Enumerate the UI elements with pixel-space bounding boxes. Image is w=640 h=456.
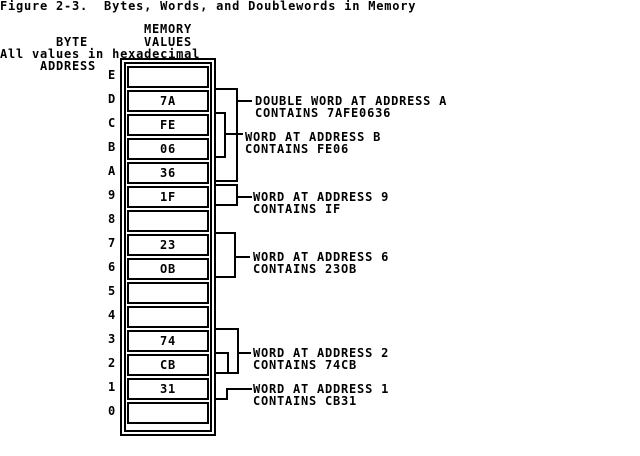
- memory-cell-value: FE: [159, 118, 176, 132]
- address-label: 6: [107, 260, 116, 274]
- address-label: A: [107, 164, 116, 178]
- bracket-line: [214, 276, 236, 278]
- bracket-line: [214, 398, 228, 400]
- memory-cell: [127, 282, 209, 304]
- bracket-line: [214, 156, 226, 158]
- bracket-line: [236, 184, 238, 206]
- annotation-word-b: [245, 131, 381, 155]
- memory-cell: [127, 354, 209, 376]
- bracket-tick: [238, 100, 252, 102]
- annotation-word-6: [253, 251, 389, 275]
- annotation-line: WORD AT ADDRESS 6: [253, 250, 390, 264]
- memory-cell: [127, 330, 209, 352]
- annotation-line: CONTAINS 23OB: [253, 262, 358, 276]
- memory-cell: [127, 402, 209, 424]
- memory-header-label: MEMORY: [144, 22, 193, 36]
- address-label: C: [107, 116, 116, 130]
- address-label: 7: [107, 236, 116, 250]
- memory-cell-value: 06: [159, 142, 176, 156]
- bracket-tick: [238, 196, 252, 198]
- memory-cell: [127, 66, 209, 88]
- values-header-label: VALUES: [144, 35, 193, 49]
- bracket-tick: [236, 256, 250, 258]
- byte-header-label: BYTE: [56, 35, 89, 49]
- address-label: 9: [107, 188, 116, 202]
- bracket-line: [214, 184, 238, 186]
- bracket-line: [214, 204, 238, 206]
- memory-cell: [127, 378, 209, 400]
- annotation-line: CONTAINS CB31: [253, 394, 358, 408]
- annotation-line: CONTAINS 74CB: [253, 358, 358, 372]
- address-label: D: [107, 92, 116, 106]
- memory-cell: [127, 210, 209, 232]
- annotation-line: WORD AT ADDRESS 1: [253, 382, 390, 396]
- bracket-tick: [228, 388, 252, 390]
- memory-cell-value: OB: [159, 262, 176, 276]
- annotation-line: DOUBLE WORD AT ADDRESS A: [255, 94, 448, 108]
- annotation-line: CONTAINS 7AFE0636: [255, 106, 392, 120]
- annotation-line: CONTAINS FE06: [245, 142, 350, 156]
- bracket-line: [236, 88, 238, 182]
- memory-cell: [127, 90, 209, 112]
- address-label: B: [107, 140, 116, 154]
- annotation-line: WORD AT ADDRESS 9: [253, 190, 390, 204]
- address-label: E: [107, 68, 116, 82]
- bracket-tick: [239, 352, 251, 354]
- memory-cell: [127, 114, 209, 136]
- bracket-tick: [226, 133, 243, 135]
- memory-cell-value: 74: [159, 334, 176, 348]
- address-label: 2: [107, 356, 116, 370]
- memory-cell: [127, 306, 209, 328]
- bracket-line: [214, 180, 238, 182]
- memory-cell-value: CB: [159, 358, 176, 372]
- bracket-line: [237, 328, 239, 374]
- address-label: 0: [107, 404, 116, 418]
- memory-cell: [127, 258, 209, 280]
- address-label: 3: [107, 332, 116, 346]
- bracket-line: [214, 232, 236, 234]
- memory-cell: [127, 162, 209, 184]
- annotation-word-2: [253, 347, 389, 371]
- memory-cell-value: 1F: [159, 190, 176, 204]
- bracket-line: [214, 88, 238, 90]
- annotation-doubleword-a: [255, 95, 447, 119]
- address-label: 4: [107, 308, 116, 322]
- bracket-line: [227, 352, 229, 374]
- memory-cell-value: 36: [159, 166, 176, 180]
- annotation-word-1: [253, 383, 389, 407]
- bracket-line: [234, 232, 236, 278]
- memory-cell-value: 23: [159, 238, 176, 252]
- address-label: 5: [107, 284, 116, 298]
- bracket-line: [224, 112, 226, 158]
- address-label: 8: [107, 212, 116, 226]
- annotation-line: CONTAINS IF: [253, 202, 342, 216]
- hexadecimal-note: All values in hexadecimal: [0, 47, 201, 61]
- memory-column: [120, 58, 216, 436]
- annotation-word-9: [253, 191, 389, 215]
- figure-title: Figure 2-3. Bytes, Words, and Doublewords in Memory: [0, 0, 417, 13]
- bracket-line: [214, 328, 239, 330]
- memory-cell-value: 7A: [159, 94, 176, 108]
- annotation-line: WORD AT ADDRESS B: [245, 130, 382, 144]
- memory-cell-value: 31: [159, 382, 176, 396]
- memory-cell: [127, 186, 209, 208]
- address-header-label: ADDRESS: [40, 59, 97, 73]
- memory-cell: [127, 234, 209, 256]
- address-label: 1: [107, 380, 116, 394]
- annotation-line: WORD AT ADDRESS 2: [253, 346, 390, 360]
- memory-cell: [127, 138, 209, 160]
